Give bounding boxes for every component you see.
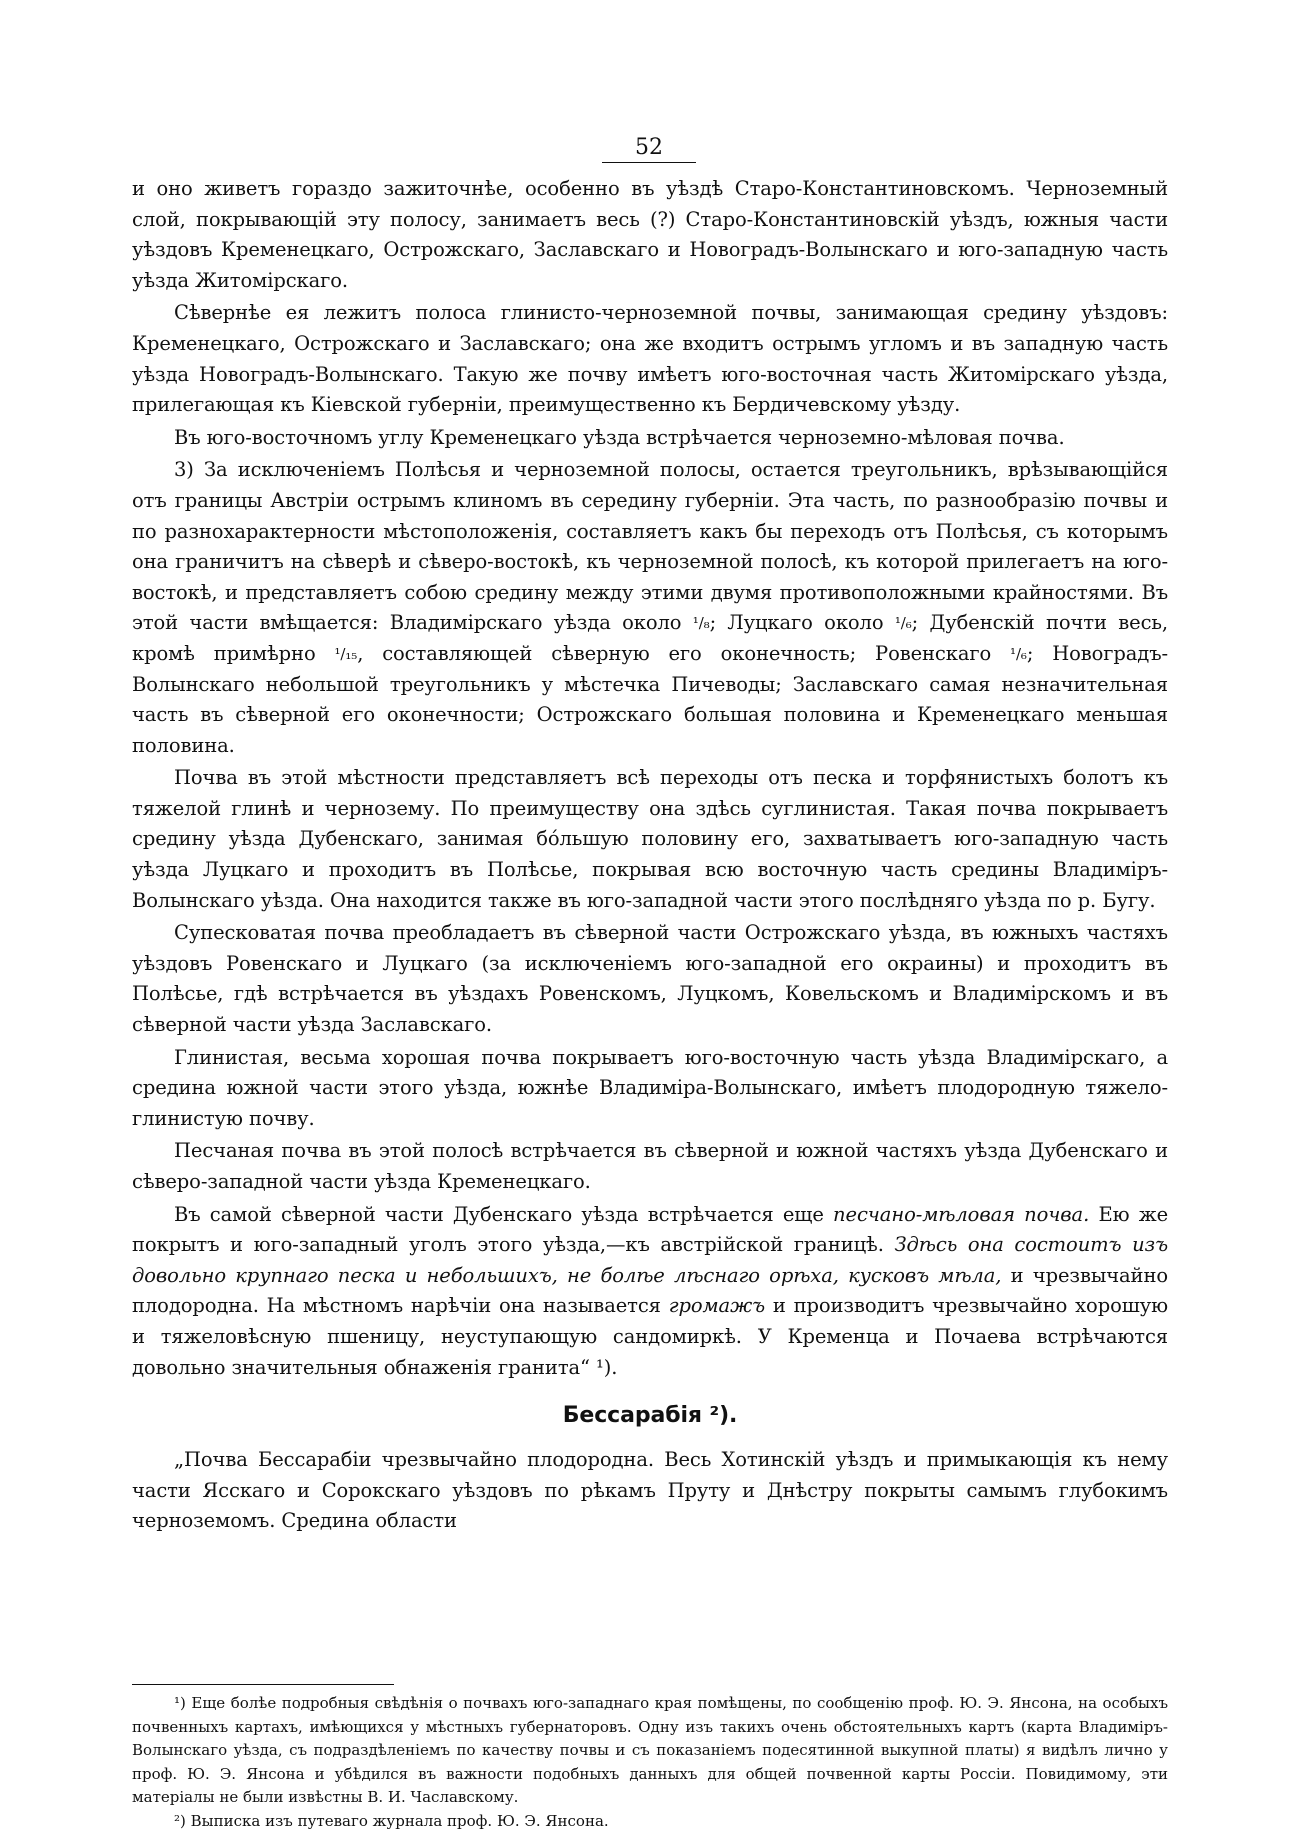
paragraph-10: „Почва Бессарабіи чрезвычайно плодородна. Весь Хотинскій уѣздъ и примыкающія къ нему части Ясскаго и Сорокскаго уѣздовъ по рѣкамъ Пруту и Днѣстру покрыты самымъ глубокимъ черноземомъ. Средина области [132,1448,1168,1533]
paragraph-8: Песчаная почва въ этой полосѣ встрѣчается въ сѣверной и южной частяхъ уѣзда Дубенскаго и сѣверо-западной части уѣзда Кременецкаго. [132,1139,1168,1193]
paragraph-4-text-b: ; Луцкаго около [709,611,895,635]
paragraph-5: Почва въ этой мѣстности представляетъ всѣ переходы отъ песка и торфянистыхъ болотъ къ тяжелой глинѣ и чернозему. По преимуществу она здѣсь суглинистая. Такая почва покрываетъ средину уѣзда Дубенскаго, занимая бо́льшую половину его, захватываетъ юго-западную часть уѣзда Луцкаго и проходитъ въ Полѣсье, покрывая всю восточную часть средины Владиміръ-Волынскаго уѣзда. Она находится также въ юго-западной части этого послѣдняго уѣзда по р. Бугу. [132,766,1168,912]
paragraph-9-text-c: и чрезвычайно плодородна. На мѣстномъ нарѣчіи она называется [132,1263,1168,1318]
paragraph-9-italic-3: громажъ [668,1294,766,1318]
section-title [132,1401,1168,1431]
fraction-one-sixth-rovno: ¹/₆ [1010,644,1027,663]
paragraph-7: Глинистая, весьма хорошая почва покрываетъ юго-восточную часть уѣзда Владимірскаго, а средина южной части этого уѣзда, южнѣе Владиміра-Волынскаго, имѣетъ плодородную тяжело-глинистую почву. [132,1045,1168,1130]
paragraph-3: Въ юго-восточномъ углу Кременецкаго уѣзда встрѣчается черноземно-мѣловая почва. [174,425,1065,449]
paragraph-9-text-a: Въ самой сѣверной части Дубенскаго уѣзда встрѣчается еще [174,1202,834,1226]
footnote-2-text: Выписка изъ путеваго журнала проф. Ю. Э. Янсона. [190,1811,609,1830]
paragraph-9 [132,1200,1168,1384]
fraction-one-fifteenth: ¹/₁₅ [334,644,358,663]
fraction-one-eighth: ¹/₈ [692,614,710,633]
paragraph-9-italic-2: Здѣсь она состоитъ изъ довольно крупнаго песка и небольшихъ, не болѣе лѣснаго орѣха, кусковъ мѣла, [132,1233,1168,1287]
footnote-1 [132,1692,1168,1810]
body-text [132,174,1168,1539]
section-title-text: Бессарабія [562,1403,702,1429]
paragraph-4-text-c: ; Дубенскій почти весь, кромѣ примѣрно [132,611,1169,665]
paragraph-4-text-d: , составляющей сѣверную его оконечность; Ровенскаго [357,641,1011,665]
paragraph-4-text-e: ; Новоградъ-Волынскаго небольшой треугольникъ у мѣстечка Пичеводы; Заславскаго самая незначительная часть въ сѣверной его оконечности; Острожскаго большая половина и Кременецкаго меньшая половина. [132,641,1169,757]
footnote-1-mark: ¹) [174,1694,186,1712]
paragraph-9-italic-1: песчано-мѣловая почва. [833,1202,1090,1226]
footnote-2-mark: ²) [174,1811,186,1830]
paragraph-2: Сѣвернѣе ея лежитъ полоса глинисто-черноземной почвы, занимающая средину уѣздовъ: Кременецкаго, Острожскаго и Заславскаго; она же входитъ острымъ угломъ и въ западную часть уѣзда Новоградъ-Волынскаго. Такую же почву имѣетъ юго-восточная часть Житомірскаго уѣзда, прилегающая къ Кіевской губерніи, преимущественно къ Бердичевскому уѣзду. [132,301,1168,417]
paragraph-4-text-a: 3) За исключеніемъ Полѣсья и черноземной полосы, остается треугольникъ, врѣзывающійся отъ границы Австріи острымъ клиномъ въ середину губерніи. Эта часть, по разнообразію почвы и по разнохарактерности мѣстоположенія, составляетъ какъ бы переходъ отъ Полѣсья, съ которымъ она граничитъ на сѣверѣ и сѣверо-востокѣ, къ черноземной полосѣ, къ которой прилегаетъ на юго-востокѣ, и представляетъ собою средину между этими двумя противоположными крайностями. Въ этой части вмѣщается: Владимірскаго уѣзда около [132,458,1168,635]
fraction-one-sixth: ¹/₆ [894,614,912,633]
footnote-1-text: Еще болѣе подробныя свѣдѣнія о почвахъ юго-западнаго края помѣщены, по сообщенію проф. Ю. Э. Янсона, на особыхъ почвенныхъ картахъ, имѣющихся у мѣстныхъ губернаторовъ. Одну изъ такихъ очень обстоятельныхъ картъ (карта Владиміръ-Волынскаго уѣзда, съ подраздѣленіемъ по качеству почвы и съ показаніемъ подесятинной выкупной платы) я видѣлъ лично у проф. Ю. Э. Янсона и убѣдился въ важности подобныхъ данныхъ для общей почвенной карты Россіи. Повидимому, эти матеріалы не были извѣстны В. И. Чаславскому. [132,1694,1168,1806]
paragraph-4 [132,455,1168,761]
footnotes [132,1692,1168,1833]
footnote-rule [132,1684,394,1685]
page-number: 52 [602,134,696,163]
paragraph-9-text-d: и производитъ чрезвычайно хорошую и тяжеловѣсную пшеницу, неуступающую сандомиркѣ. У Кременца и Почаева встрѣчаются довольно значительныя обнаженія гранита“ ¹). [132,1294,1168,1379]
footnote-2 [132,1810,1168,1834]
section-title-footnote-ref: ²). [709,1403,738,1429]
paragraph-1: и оно живетъ гораздо зажиточнѣе, особенно въ уѣздѣ Старо-Константиновскомъ. Черноземный слой, покрывающій эту полосу, занимаетъ весь (?) Старо-Константиновскій уѣздъ, южныя части уѣздовъ Кременецкаго, Острожскаго, Заславскаго и Новоградъ-Волынскаго и юго-западную часть уѣзда Житомірскаго. [132,177,1168,292]
paragraph-6: Супесковатая почва преобладаетъ въ сѣверной части Острожскаго уѣзда, въ южныхъ частяхъ уѣздовъ Ровенскаго и Луцкаго (за исключеніемъ юго-западной его окраины) и проходитъ въ Полѣсье, гдѣ встрѣчается въ уѣздахъ Ровенскомъ, Луцкомъ, Ковельскомъ и Владимірскомъ и въ сѣверной части уѣзда Заславскаго. [132,921,1168,1037]
paragraph-9-text-b: Ею же покрытъ и юго-западный уголъ этого уѣзда,—къ австрійской границѣ. [132,1202,1169,1257]
